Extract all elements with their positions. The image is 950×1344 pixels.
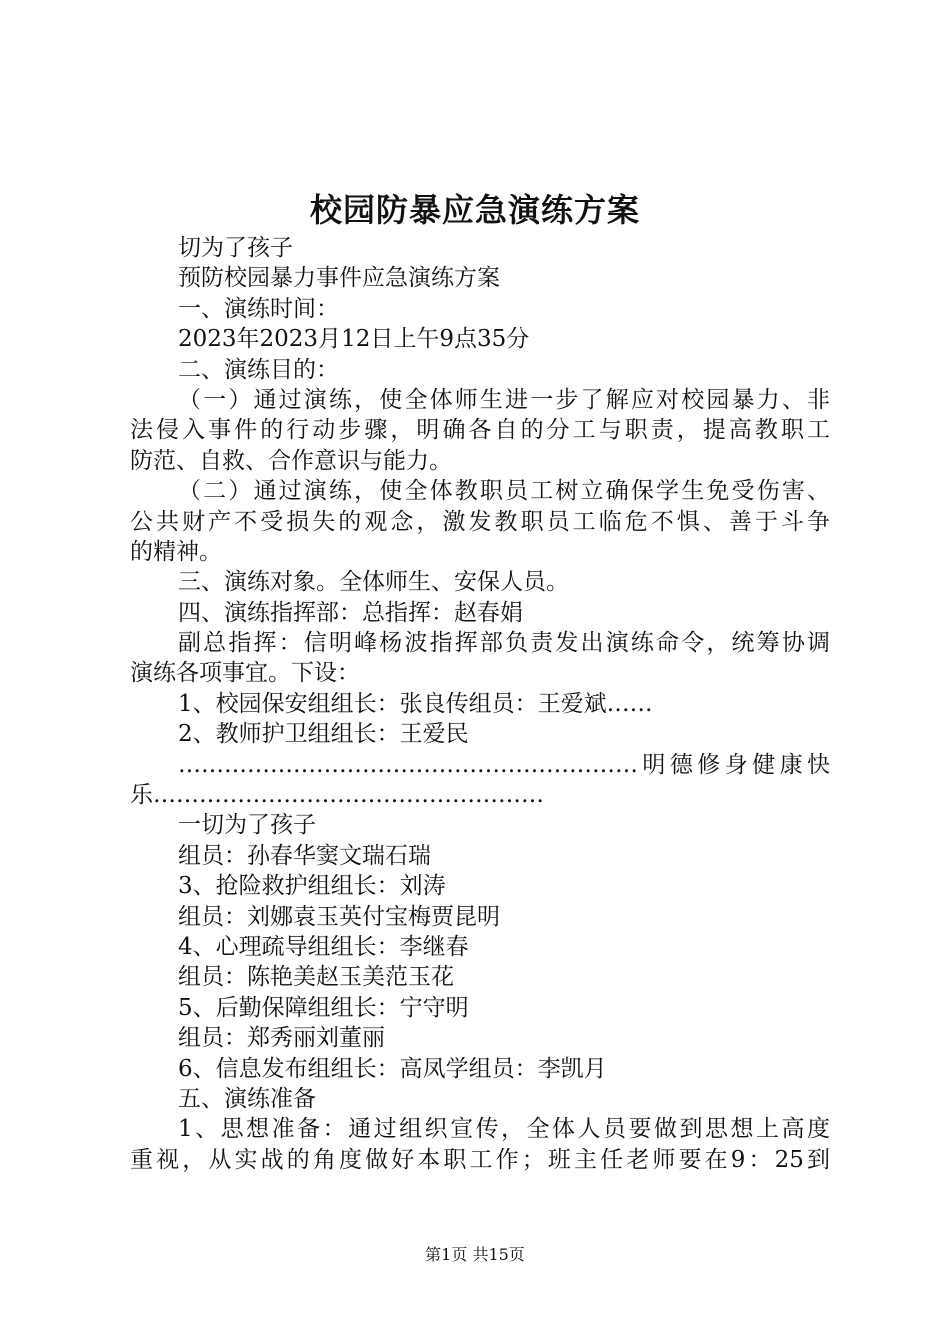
list-item: 6、信息发布组组长：高凤学组员：李凯月 [178,1055,607,1082]
paragraph-line: 防范、自救、合作意识与能力。 [130,447,452,474]
paragraph-line: 公共财产不受损失的观念，激发教职员工临危不惧、善于斗争 [130,508,830,535]
list-item: 组员：孙春华窦文瑞石瑞 [178,842,431,869]
text-line: 2023年2023月12日上午9点35分 [178,326,530,353]
paragraph-line: 副总指挥：信明峰杨波指挥部负责发出演练命令，统筹协调 [178,630,830,657]
paragraph-line: （一）通过演练，使全体师生进一步了解应对校园暴力、非 [178,386,830,413]
section-heading: 三、演练对象。全体师生、安保人员。 [178,569,569,596]
list-item: 5、后勤保障组组长：宁守明 [178,994,469,1021]
document-body [130,233,830,1175]
paragraph-line: ……………………………………………………明德修身健康快 [178,751,830,778]
page-number: 第1页 共15页 [425,1245,525,1264]
paragraph-line: 的精神。 [130,538,222,565]
paragraph-line: 演练各项事宜。下设： [130,660,360,687]
list-item: 组员：刘娜袁玉英付宝梅贾昆明 [178,903,500,930]
list-item: 3、抢险救护组组长：刘涛 [178,873,446,900]
list-item: 2、教师护卫组组长：王爱民 [178,721,469,748]
paragraph-line: 1、思想准备：通过组织宣传，全体人员要做到思想上高度 [178,1116,830,1143]
list-item: 1、校园保安组组长：张良传组员：王爱斌…… [178,690,653,717]
list-item: 4、心理疏导组组长：李继春 [178,933,469,960]
paragraph-line: 乐…………………………………………… [130,782,544,809]
text-line: 切为了孩子 [178,235,293,261]
text-line: 一切为了孩子 [178,812,316,839]
paragraph-line: （二）通过演练，使全体教职员工树立确保学生免受伤害、 [178,478,830,505]
text-line: 预防校园暴力事件应急演练方案 [178,265,500,292]
paragraph-line: 法侵入事件的行动步骤，明确各自的分工与职责，提高教职工 [130,417,830,444]
list-item: 组员：郑秀丽刘董丽 [178,1025,385,1052]
list-item: 组员：陈艳美赵玉美范玉花 [178,964,454,991]
section-heading: 四、演练指挥部：总指挥：赵春娟 [178,599,523,626]
paragraph-line: 重视，从实战的角度做好本职工作；班主任老师要在9：25到 [130,1146,830,1173]
section-heading: 五、演练准备 [178,1085,316,1112]
document-title: 校园防暴应急演练方案 [309,191,640,229]
section-heading: 一、演练时间： [178,295,339,322]
section-heading: 二、演练目的： [178,356,339,383]
